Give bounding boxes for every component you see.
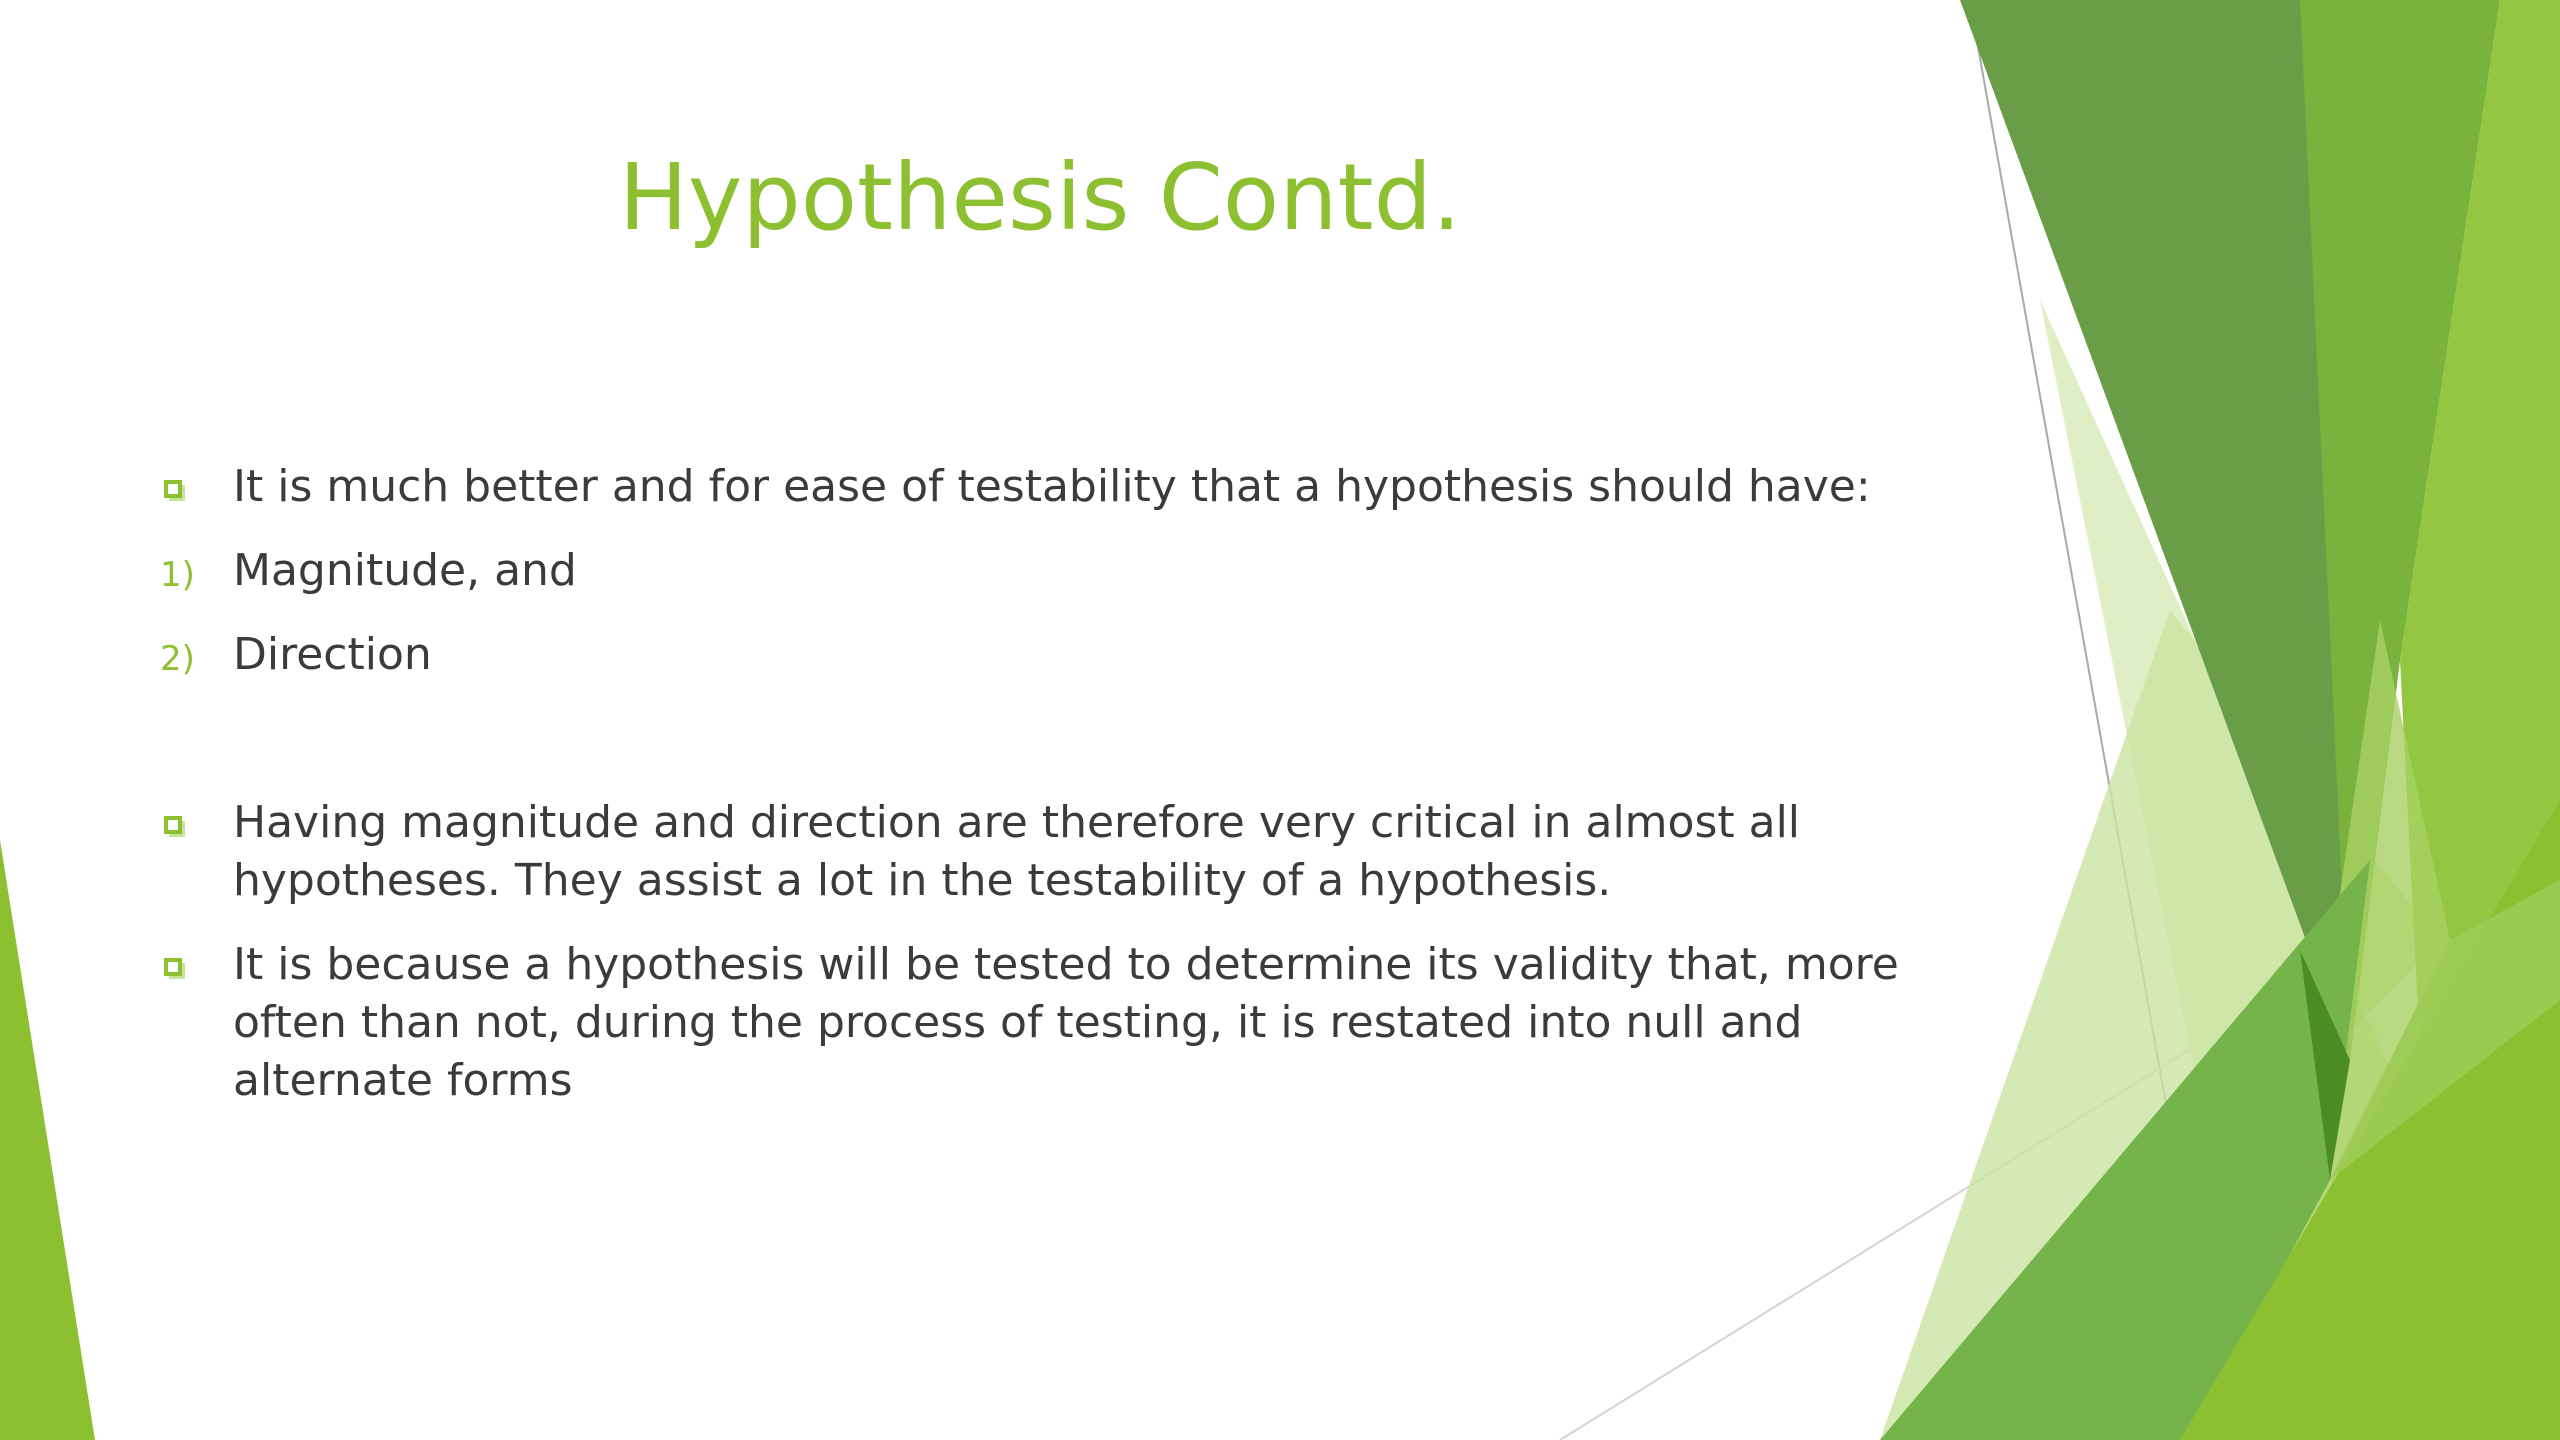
numbered-text: Magnitude, and <box>233 545 577 596</box>
bullet-item <box>160 794 1940 910</box>
checkbox-bullet-icon <box>164 816 182 834</box>
bullet-text: It is much better and for ease of testability that a hypothesis should have: <box>233 461 1871 512</box>
checkbox-bullet-icon <box>164 480 182 498</box>
numbered-item <box>160 626 1940 684</box>
numbered-item <box>160 542 1940 600</box>
number-marker: 2) <box>160 639 195 679</box>
number-marker: 1) <box>160 555 195 595</box>
bullet-item <box>160 458 1940 516</box>
slide-body <box>160 458 1940 1136</box>
bullet-text: Having magnitude and direction are therefore very critical in almost all hypotheses. They assist a lot in the testability of a hypothesis. <box>233 797 1801 906</box>
left-green-wedge <box>0 840 95 1440</box>
bullet-text: It is because a hypothesis will be tested to determine its validity that, more often than not, during the process of testing, it is restated into null and alternate forms <box>233 939 1899 1106</box>
slide-title: Hypothesis Contd. <box>618 144 1462 251</box>
bullet-item <box>160 936 1940 1110</box>
numbered-text: Direction <box>233 629 432 680</box>
checkbox-bullet-icon <box>164 958 182 976</box>
